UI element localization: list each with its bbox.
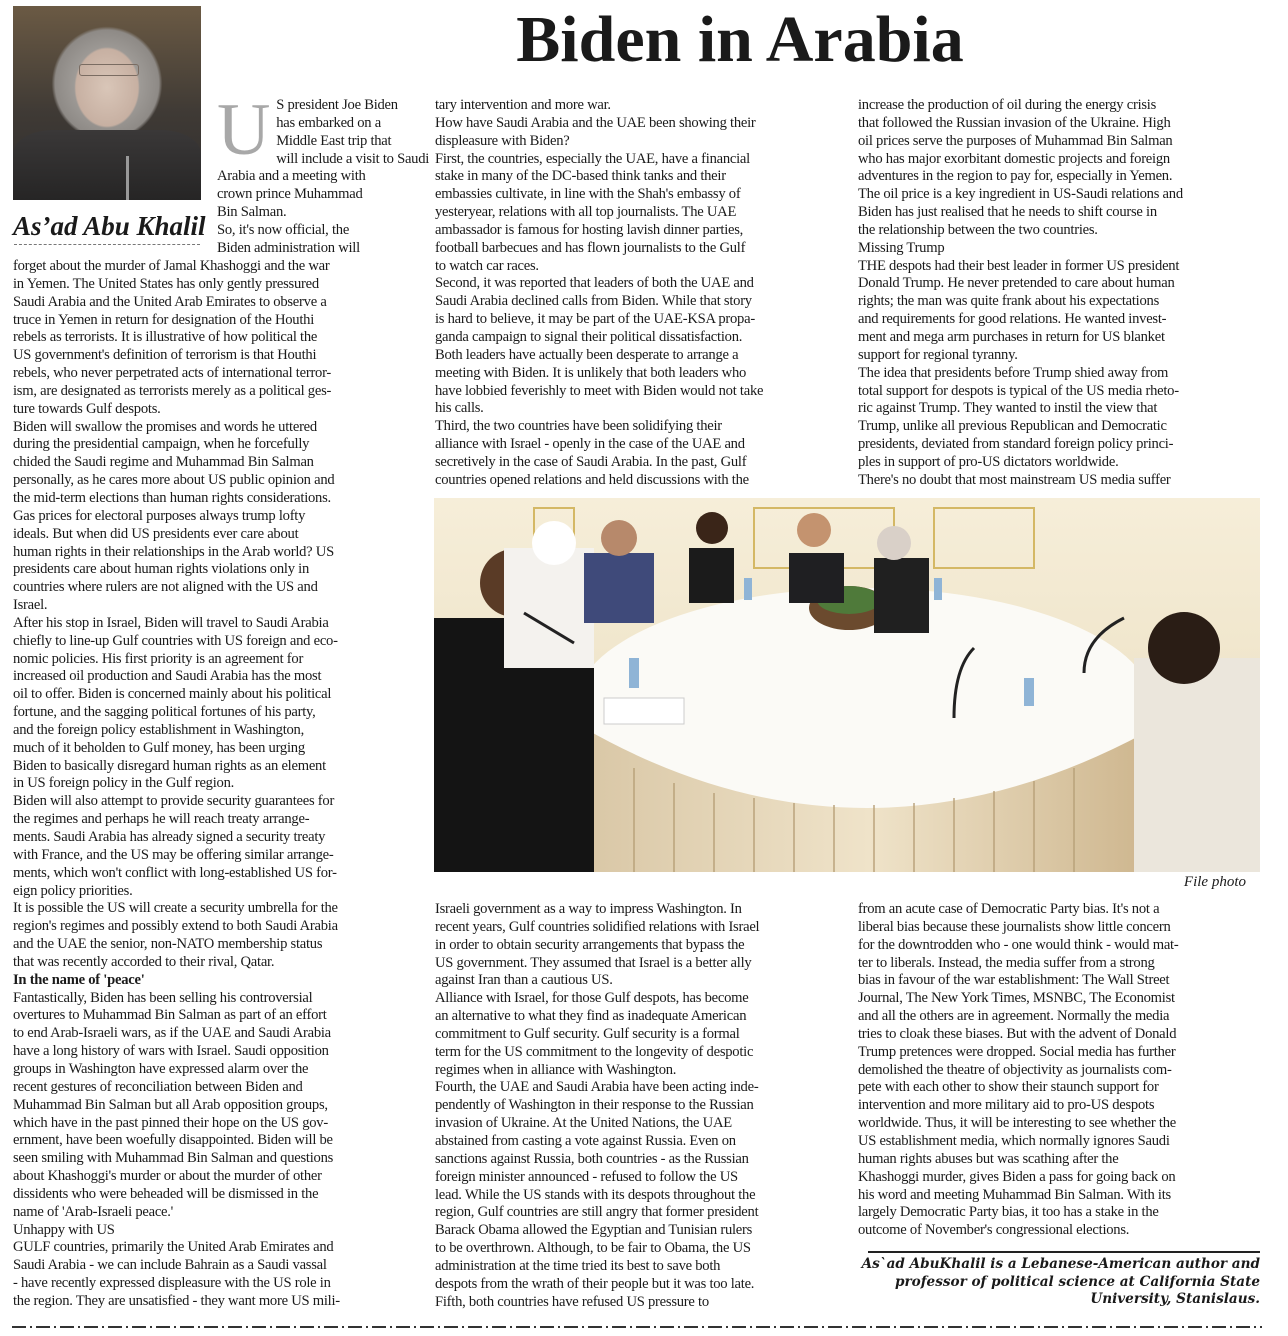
text-line: Saudi Arabia declined calls from Biden. While that story: [435, 293, 752, 310]
text-line: football barbecues and has flown journalists to the Gulf: [435, 239, 746, 256]
text-line: ganda campaign to signal their political dissatisfaction.: [435, 328, 743, 345]
text-line: eign policy priorities.: [13, 882, 133, 899]
text-line: has embarked on a: [276, 114, 381, 131]
text-line: his calls.: [435, 400, 484, 417]
text-line: the relationship between the two countries.: [858, 221, 1098, 238]
text-line: crown prince Muhammad: [217, 186, 363, 203]
text-line: intervention and more military aid to pro-US despots: [858, 1097, 1155, 1114]
text-line: alliance with Israel - openly in the case of the UAE and: [435, 436, 745, 453]
text-line: US establishment media, which normally ignores Saudi: [858, 1132, 1170, 1149]
text-line: have lobbied feverishly to meet with Biden would not take: [435, 382, 764, 399]
text-line: who has major exorbitant domestic projects and foreign: [858, 150, 1170, 167]
text-line: support for regional tyranny.: [858, 346, 1018, 363]
text-line: The idea that presidents before Trump shied away from: [858, 364, 1169, 381]
author-photo: [13, 6, 201, 200]
text-line: oil prices serve the purposes of Muhammad Bin Salman: [858, 132, 1173, 149]
article-column-2-top: [435, 97, 841, 490]
article-column-1: [13, 258, 419, 1311]
text-line: human rights in their relationships in the Arab world? US: [13, 543, 334, 560]
meeting-photo-illustration: [434, 498, 1260, 872]
author-byline: As’ad Abu Khalil: [13, 211, 206, 241]
text-line: How have Saudi Arabia and the UAE been showing their: [435, 114, 756, 131]
bio-divider: [868, 1251, 1260, 1253]
text-line: to end Arab-Israeli wars, as if the UAE and Saudi Arabia: [13, 1025, 331, 1042]
text-line: much of it beholden to Gulf money, has been urging: [13, 739, 305, 756]
text-line: oil to offer. Biden is concerned mainly about his political: [13, 686, 332, 703]
text-line: US government. They assumed that Israel is a better ally: [435, 954, 752, 971]
text-line: Second, it was reported that leaders of both the UAE and: [435, 275, 754, 292]
text-line: in order to obtain security arrangements that bypass the: [435, 936, 745, 953]
text-line: Bin Salman.: [217, 204, 287, 221]
text-line: - have recently expressed displeasure with the US role in: [13, 1275, 331, 1292]
text-line: Saudi Arabia - we can include Bahrain as a Saudi vassal: [13, 1257, 327, 1274]
text-line: outcome of November's congressional elections.: [858, 1222, 1130, 1239]
text-line: ism, are designated as terrorists merely as a political ges-: [13, 382, 332, 399]
text-line: total support for despots is typical of the US media rheto-: [858, 382, 1179, 399]
text-line: his word and meeting Muhammad Bin Salman. With its: [858, 1186, 1171, 1203]
text-line: overtures to Muhammad Bin Salman as part of an effort: [13, 1007, 327, 1024]
text-line: have a long history of wars with Israel. Saudi opposition: [13, 1043, 329, 1060]
text-line: yesteryear, relations with all top journalists. The UAE: [435, 204, 737, 221]
text-line: ture towards Gulf despots.: [13, 400, 161, 417]
text-line: nomic policies. His first priority is an agreement for: [13, 650, 304, 667]
text-line: Arabia and a meeting with: [217, 168, 366, 185]
glasses-shape: [79, 64, 139, 76]
text-line: Fantastically, Biden has been selling his controversial: [13, 989, 313, 1006]
text-line: US government's definition of terrorism is that Houthi: [13, 347, 317, 364]
text-line: displeasure with Biden?: [435, 132, 570, 149]
text-line: dissidents who were beheaded will be dismissed in the: [13, 1185, 319, 1202]
text-line: Israeli government as a way to impress Washington. In: [435, 901, 742, 917]
text-line: ric against Trump. They wanted to instil the view that: [858, 400, 1158, 417]
text-line: term for the US commitment to the longevity of despotic: [435, 1043, 754, 1060]
text-line: an alternative to what they find as inadequate American: [435, 1008, 747, 1025]
text-line: invasion of Ukraine. At the United Nations, the UAE: [435, 1115, 732, 1132]
zipper-shape: [126, 156, 129, 200]
text-line: Unhappy with US: [13, 1221, 115, 1238]
text-line: with France, and the US may be offering similar arrange-: [13, 846, 334, 863]
text-line: adventures in the region to pay for, especially in Yemen.: [858, 168, 1173, 185]
text-line: tries to cloak these biases. But with the advent of Donald: [858, 1025, 1177, 1042]
text-line: Fifth, both countries have refused US pressure to: [435, 1293, 709, 1310]
text-line: presidents care about human rights violations only in: [13, 561, 309, 578]
text-line: commitment to Gulf security. Gulf security is a formal: [435, 1025, 740, 1042]
text-line: abstained from casting a vote against Russia. Even on: [435, 1132, 736, 1149]
text-line: Trump, unlike all previous Republican and Democratic: [858, 418, 1167, 435]
text-line: despots from the wrath of their people but it was too late.: [435, 1275, 755, 1292]
text-line: Biden will also attempt to provide security guarantees for: [13, 793, 335, 810]
text-line: about Khashoggi's murder or about the murder of other: [13, 1168, 322, 1185]
text-line: Biden will swallow the promises and words he uttered: [13, 418, 317, 435]
text-line: secretively in the case of Saudi Arabia. In the past, Gulf: [435, 453, 747, 470]
text-line: and the UAE the senior, non-NATO membership status: [13, 936, 323, 953]
text-line: Barack Obama allowed the Egyptian and Tunisian rulers: [435, 1222, 753, 1239]
text-line: largely Democratic Party bias, it too has a stake in the: [858, 1204, 1159, 1221]
text-line: in US foreign policy in the Gulf region.: [13, 775, 235, 792]
text-line: and requirements for good relations. He wanted invest-: [858, 311, 1167, 328]
text-line: fortune, and the sagging political fortunes of his party,: [13, 704, 316, 721]
text-line: lead. While the US stands with its despots throughout the: [435, 1186, 756, 1203]
text-line: There's no doubt that most mainstream US media suffer: [858, 471, 1171, 488]
text-line: region's regimes and possibly extend to both Saudi Arabia: [13, 918, 338, 935]
section-subhead: In the name of 'peace': [13, 971, 145, 988]
text-line: to be overthrown. Although, to be fair to Obama, the US: [435, 1240, 751, 1257]
text-line: It is possible the US will create a security umbrella for the: [13, 900, 338, 917]
text-line: tary intervention and more war.: [435, 97, 611, 113]
text-line: is hard to believe, it may be part of the UAE-KSA propa-: [435, 311, 755, 328]
text-line: the region. They are unsatisfied - they want more US mili-: [13, 1292, 340, 1309]
article-column-3-bottom: [858, 901, 1264, 1240]
text-line: GULF countries, primarily the United Arab Emirates and: [13, 1239, 334, 1256]
text-line: THE despots had their best leader in former US president: [858, 257, 1180, 274]
text-line: First, the countries, especially the UAE, have a financial: [435, 150, 750, 167]
text-line: pendently of Washington in their response to the Russian: [435, 1097, 754, 1114]
text-line: Muhammad Bin Salman but all Arab opposition groups,: [13, 1096, 328, 1113]
text-line: groups in Washington have expressed alarm over the: [13, 1060, 309, 1077]
text-line: increase the production of oil during the energy crisis: [858, 97, 1157, 113]
text-line: truce in Yemen in return for designation of the Houthi: [13, 311, 315, 328]
drop-cap: U: [217, 89, 271, 171]
byline-divider: [14, 244, 200, 245]
article-column-2-bottom: [435, 901, 841, 1311]
text-line: Journal, The New York Times, MSNBC, The Economist: [858, 990, 1175, 1007]
headline: Biden in Arabia: [516, 3, 964, 76]
text-line: Donald Trump. He never pretended to care about human: [858, 275, 1175, 292]
text-line: from an acute case of Democratic Party bias. It's not a: [858, 901, 1160, 917]
meeting-photo: [434, 498, 1260, 872]
text-line: chided the Saudi regime and Muhammad Bin Salman: [13, 454, 314, 471]
text-line: regimes when in alliance with Washington.: [435, 1061, 677, 1078]
text-line: Missing Trump: [858, 239, 945, 256]
text-line: stake in many of the DC-based think tanks and their: [435, 168, 726, 185]
text-line: embassies cultivate, in line with the Shah's embassy of: [435, 186, 741, 203]
text-line: personally, as he cares more about US public opinion and: [13, 472, 335, 489]
text-line: that was recently accorded to their rival, Qatar.: [13, 953, 275, 970]
text-line: forget about the murder of Jamal Khashoggi and the war: [13, 258, 330, 274]
text-line: countries where rulers are not aligned with the US and: [13, 579, 318, 596]
text-line: in Yemen. The United States has only gently pressured: [13, 275, 319, 292]
text-line: and all the others are in agreement. Normally the media: [858, 1008, 1170, 1025]
text-line: Both leaders have actually been desperate to arrange a: [435, 346, 739, 363]
text-line: The oil price is a key ingredient in US-Saudi relations and: [858, 186, 1183, 203]
text-line: Israel.: [13, 597, 48, 614]
text-line: ernment, have been woefully disappointed. Biden will be: [13, 1132, 333, 1149]
text-line: Alliance with Israel, for those Gulf despots, has become: [435, 990, 749, 1007]
text-line: Biden administration will: [217, 239, 360, 256]
text-line: Fourth, the UAE and Saudi Arabia have been acting inde-: [435, 1079, 759, 1096]
text-line: So, it's now official, the: [217, 221, 350, 238]
text-line: S president Joe Biden: [276, 97, 398, 113]
text-line: ment and mega arm purchases in return for US blanket: [858, 328, 1165, 345]
text-line: which have in the past pinned their hope on the US gov-: [13, 1114, 328, 1131]
page-bottom-divider: [12, 1326, 1262, 1328]
text-line: the regimes and perhaps he will reach treaty arrange-: [13, 811, 310, 828]
photo-caption: File photo: [1183, 874, 1246, 890]
text-line: sanctions against Russia, both countries - as the Russian: [435, 1150, 749, 1167]
jacket-shape: [13, 130, 201, 200]
text-line: liberal bias because these journalists show little concern: [858, 918, 1171, 935]
text-line: rights; the man was quite frank about his expectations: [858, 293, 1159, 310]
text-line: ideals. But when did US presidents ever care about: [13, 525, 299, 542]
text-line: name of 'Arab-Israeli peace.': [13, 1203, 174, 1220]
text-line: Gas prices for electoral purposes always trump lofty: [13, 507, 306, 524]
text-line: ples in support of pro-US dictators worldwide.: [858, 453, 1119, 470]
text-line: meeting with Biden. It is unlikely that both leaders who: [435, 364, 747, 381]
text-line: recent gestures of reconciliation between Biden and: [13, 1078, 303, 1095]
text-line: ments. Saudi Arabia has already signed a security treaty: [13, 829, 326, 845]
text-line: demolished the theatre of objectivity as journalists com-: [858, 1061, 1172, 1078]
text-line: Biden has just realised that he needs to shift course in: [858, 204, 1157, 221]
text-line: presidents, deviated from standard foreign policy princi-: [858, 436, 1174, 453]
intro-paragraph: [217, 89, 430, 258]
text-line: rebels as terrorists. It is illustrative of how political the: [13, 329, 318, 346]
text-line: rebels, who never perpetrated acts of international terror-: [13, 365, 332, 382]
text-line: ter to liberals. Instead, the media suffer from a strong: [858, 954, 1155, 971]
text-line: administration at the time tried its best to save both: [435, 1257, 721, 1274]
text-line: the mid-term elections than human rights considerations.: [13, 489, 331, 506]
text-line: Biden to basically disregard human rights as an element: [13, 757, 326, 774]
text-line: foreign minister announced - refused to follow the US: [435, 1168, 738, 1185]
text-line: against Iran than a cautious US.: [435, 972, 613, 989]
text-line: chiefly to line-up Gulf countries with US foreign and eco-: [13, 632, 338, 649]
text-line: ments, which won't conflict with long-established US for-: [13, 864, 337, 881]
text-line: countries opened relations and held discussions with the: [435, 471, 749, 488]
text-line: region, Gulf countries are still angry that former president: [435, 1204, 759, 1221]
text-line: Khashoggi murder, gives Biden a pass for going back on: [858, 1168, 1176, 1185]
text-line: that followed the Russian invasion of the Ukraine. High: [858, 114, 1171, 131]
text-line: pete with each other to show their staunch support for: [858, 1079, 1159, 1096]
text-line: seen smiling with Muhammad Bin Salman and questions: [13, 1150, 334, 1167]
text-line: Middle East trip that: [276, 132, 392, 149]
text-line: and the foreign policy establishment in Washington,: [13, 721, 305, 738]
text-line: worldwide. Thus, it will be interesting to see whether the: [858, 1115, 1176, 1132]
text-line: increased oil production and Saudi Arabia has the most: [13, 668, 322, 685]
text-line: bias in favour of the war establishment: The Wall Street: [858, 972, 1170, 989]
text-line: Third, the two countries have been solidifying their: [435, 418, 722, 435]
text-line: for the downtrodden who - one would think - would mat-: [858, 936, 1179, 953]
text-line: human rights abuses but was scathing after the: [858, 1150, 1119, 1167]
text-line: ambassador is famous for hosting lavish dinner parties,: [435, 221, 744, 238]
text-line: to watch car races.: [435, 257, 539, 274]
text-line: After his stop in Israel, Biden will travel to Saudi Arabia: [13, 614, 329, 631]
text-line: Saudi Arabia and the United Arab Emirates to observe a: [13, 293, 327, 310]
text-line: will include a visit to Saudi: [276, 150, 430, 167]
text-line: recent years, Gulf countries solidified relations with Israel: [435, 918, 760, 935]
text-line: Trump pretences were dropped. Social media has further: [858, 1043, 1176, 1060]
text-line: during the presidential campaign, when he forcefully: [13, 436, 310, 453]
article-column-3-top: [858, 97, 1264, 490]
author-bio: As`ad AbuKhalil is a Lebanese-American author and professor of political science at California State University, Stanislaus.: [861, 1256, 1260, 1307]
